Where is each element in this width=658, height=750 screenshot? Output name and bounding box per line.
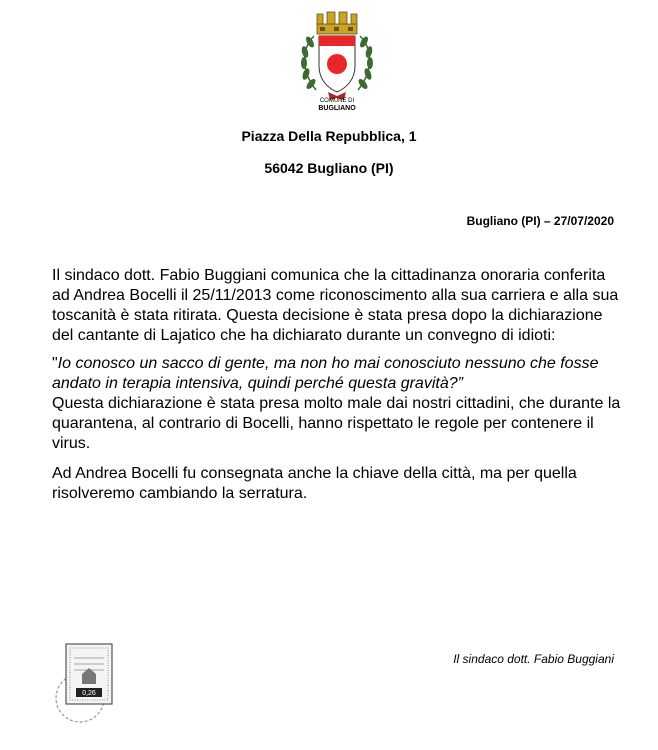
quote-open-mark: " [52,355,58,372]
quote-text: Io conosco un sacco di gente, ma non ho mai conosciuto nessuno che fosse andato in terapia intensiva, quindi perché questa gravità?” [52,355,599,392]
paragraph-reaction: Questa dichiarazione è stata presa molto male dai nostri cittadini, che durante la quarantena, al contrario di Bocelli, hanno rispettato le regole per contenere il virus. [52,395,621,452]
mayor-signature: Il sindaco dott. Fabio Buggiani [453,652,614,666]
crest-caption-town: BUGLIANO [318,105,356,112]
quote-block [52,354,627,394]
paragraph-key: Ad Andrea Bocelli fu consegnata anche la chiave della città, ma per quella risolveremo cambiando la serratura. [52,465,577,502]
crest-caption-small: COMUNE DI [319,98,355,104]
address-street: Piazza Della Repubblica, 1 [241,128,417,144]
stamp-value: 0,26 [82,690,96,697]
date-line: Bugliano (PI) – 27/07/2020 [466,214,614,228]
shield-icon [319,36,355,92]
address-city: 56042 Bugliano (PI) [264,160,394,176]
letter-body [52,266,627,504]
crown-icon [317,12,357,34]
paragraph-announcement: Il sindaco dott. Fabio Buggiani comunica che la cittadinanza onoraria conferita ad Andrea Bocelli il 25/11/2013 come riconoscimento alla sua carriera e alla sua toscanità è stata ritirata. Questa decisione è stata presa dopo la dichiarazione del cantante di Lajatico che ha dichiarato durante un convegno di idioti: [52,267,619,344]
revenue-stamp-icon [52,636,132,736]
crest-caption [294,98,380,113]
